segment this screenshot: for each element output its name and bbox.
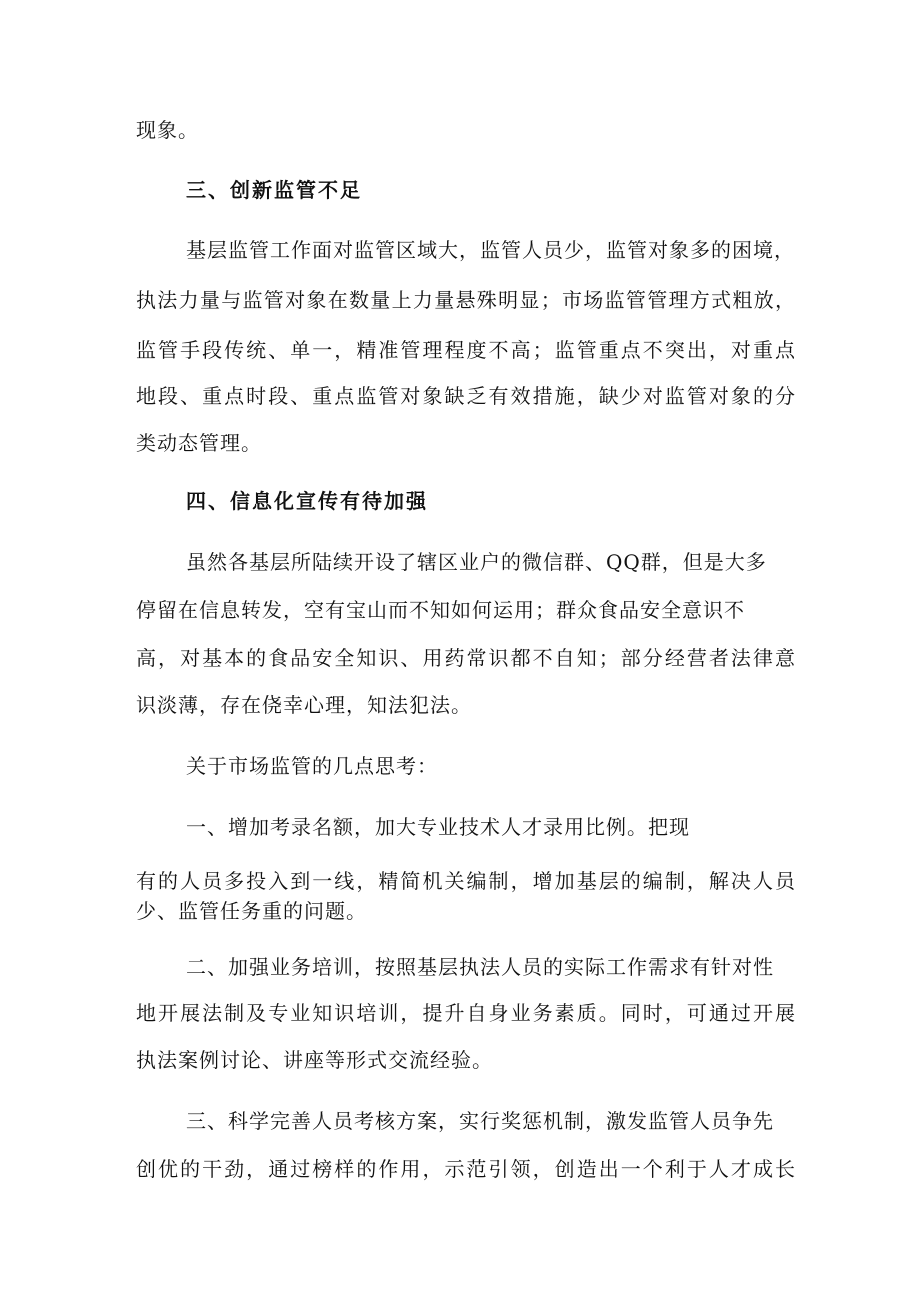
paragraph-line: 三、科学完善人员考核方案，实行奖惩机制，激发监管人员争先 xyxy=(186,1109,774,1133)
paragraph-line: 创优的干劲，通过榜样的作用，示范引领，创造出一个利于人才成长 xyxy=(136,1157,796,1181)
paragraph-line: 地开展法制及专业知识培训，提升自身业务素质。同时，可通过开展 xyxy=(136,1001,796,1025)
paragraph-line: 有的人员多投入到一线，精简机关编制，增加基层的编制，解决人员 xyxy=(136,869,796,893)
paragraph-line: 二、加强业务培训，按照基层执法人员的实际工作需求有针对性 xyxy=(186,955,774,979)
section-heading-4: 四、信息化宣传有待加强 xyxy=(186,489,428,513)
section-heading-3: 三、创新监管不足 xyxy=(186,178,362,202)
paragraph-line: 停留在信息转发，空有宝山而不知如何运用；群众食品安全意识不 xyxy=(136,598,745,622)
paragraph-line: 执法力量与监管对象在数量上力量悬殊明显；市场监管管理方式粗放， xyxy=(136,288,796,312)
paragraph-line: 高，对基本的食品安全知识、用药常识都不自知；部分经营者法律意 xyxy=(136,646,796,670)
paragraph-line: 监管手段传统、单一，精准管理程度不高；监管重点不突出，对重点 xyxy=(136,338,796,362)
paragraph-line: 地段、重点时段、重点监管对象缺乏有效措施，缺少对监管对象的分 xyxy=(136,384,796,408)
paragraph-line: 类动态管理。 xyxy=(136,431,262,455)
paragraph-line: 基层监管工作面对监管区域大，监管人员少，监管对象多的困境， xyxy=(186,238,795,262)
paragraph-line: 执法案例讨论、讲座等形式交流经验。 xyxy=(136,1048,493,1072)
paragraph-line: 一、增加考录名额，加大专业技术人才录用比例。把现 xyxy=(186,815,690,839)
paragraph-line: 少、监管任务重的问题。 xyxy=(136,899,367,923)
paragraph-line: 识淡薄，存在侥幸心理，知法犯法。 xyxy=(136,693,472,717)
paragraph-line: 虽然各基层所陆续开设了辖区业户的微信群、QQ群，但是大多 xyxy=(186,550,767,574)
continuation-line: 现象。 xyxy=(136,118,199,142)
thoughts-intro: 关于市场监管的几点思考： xyxy=(186,754,438,778)
